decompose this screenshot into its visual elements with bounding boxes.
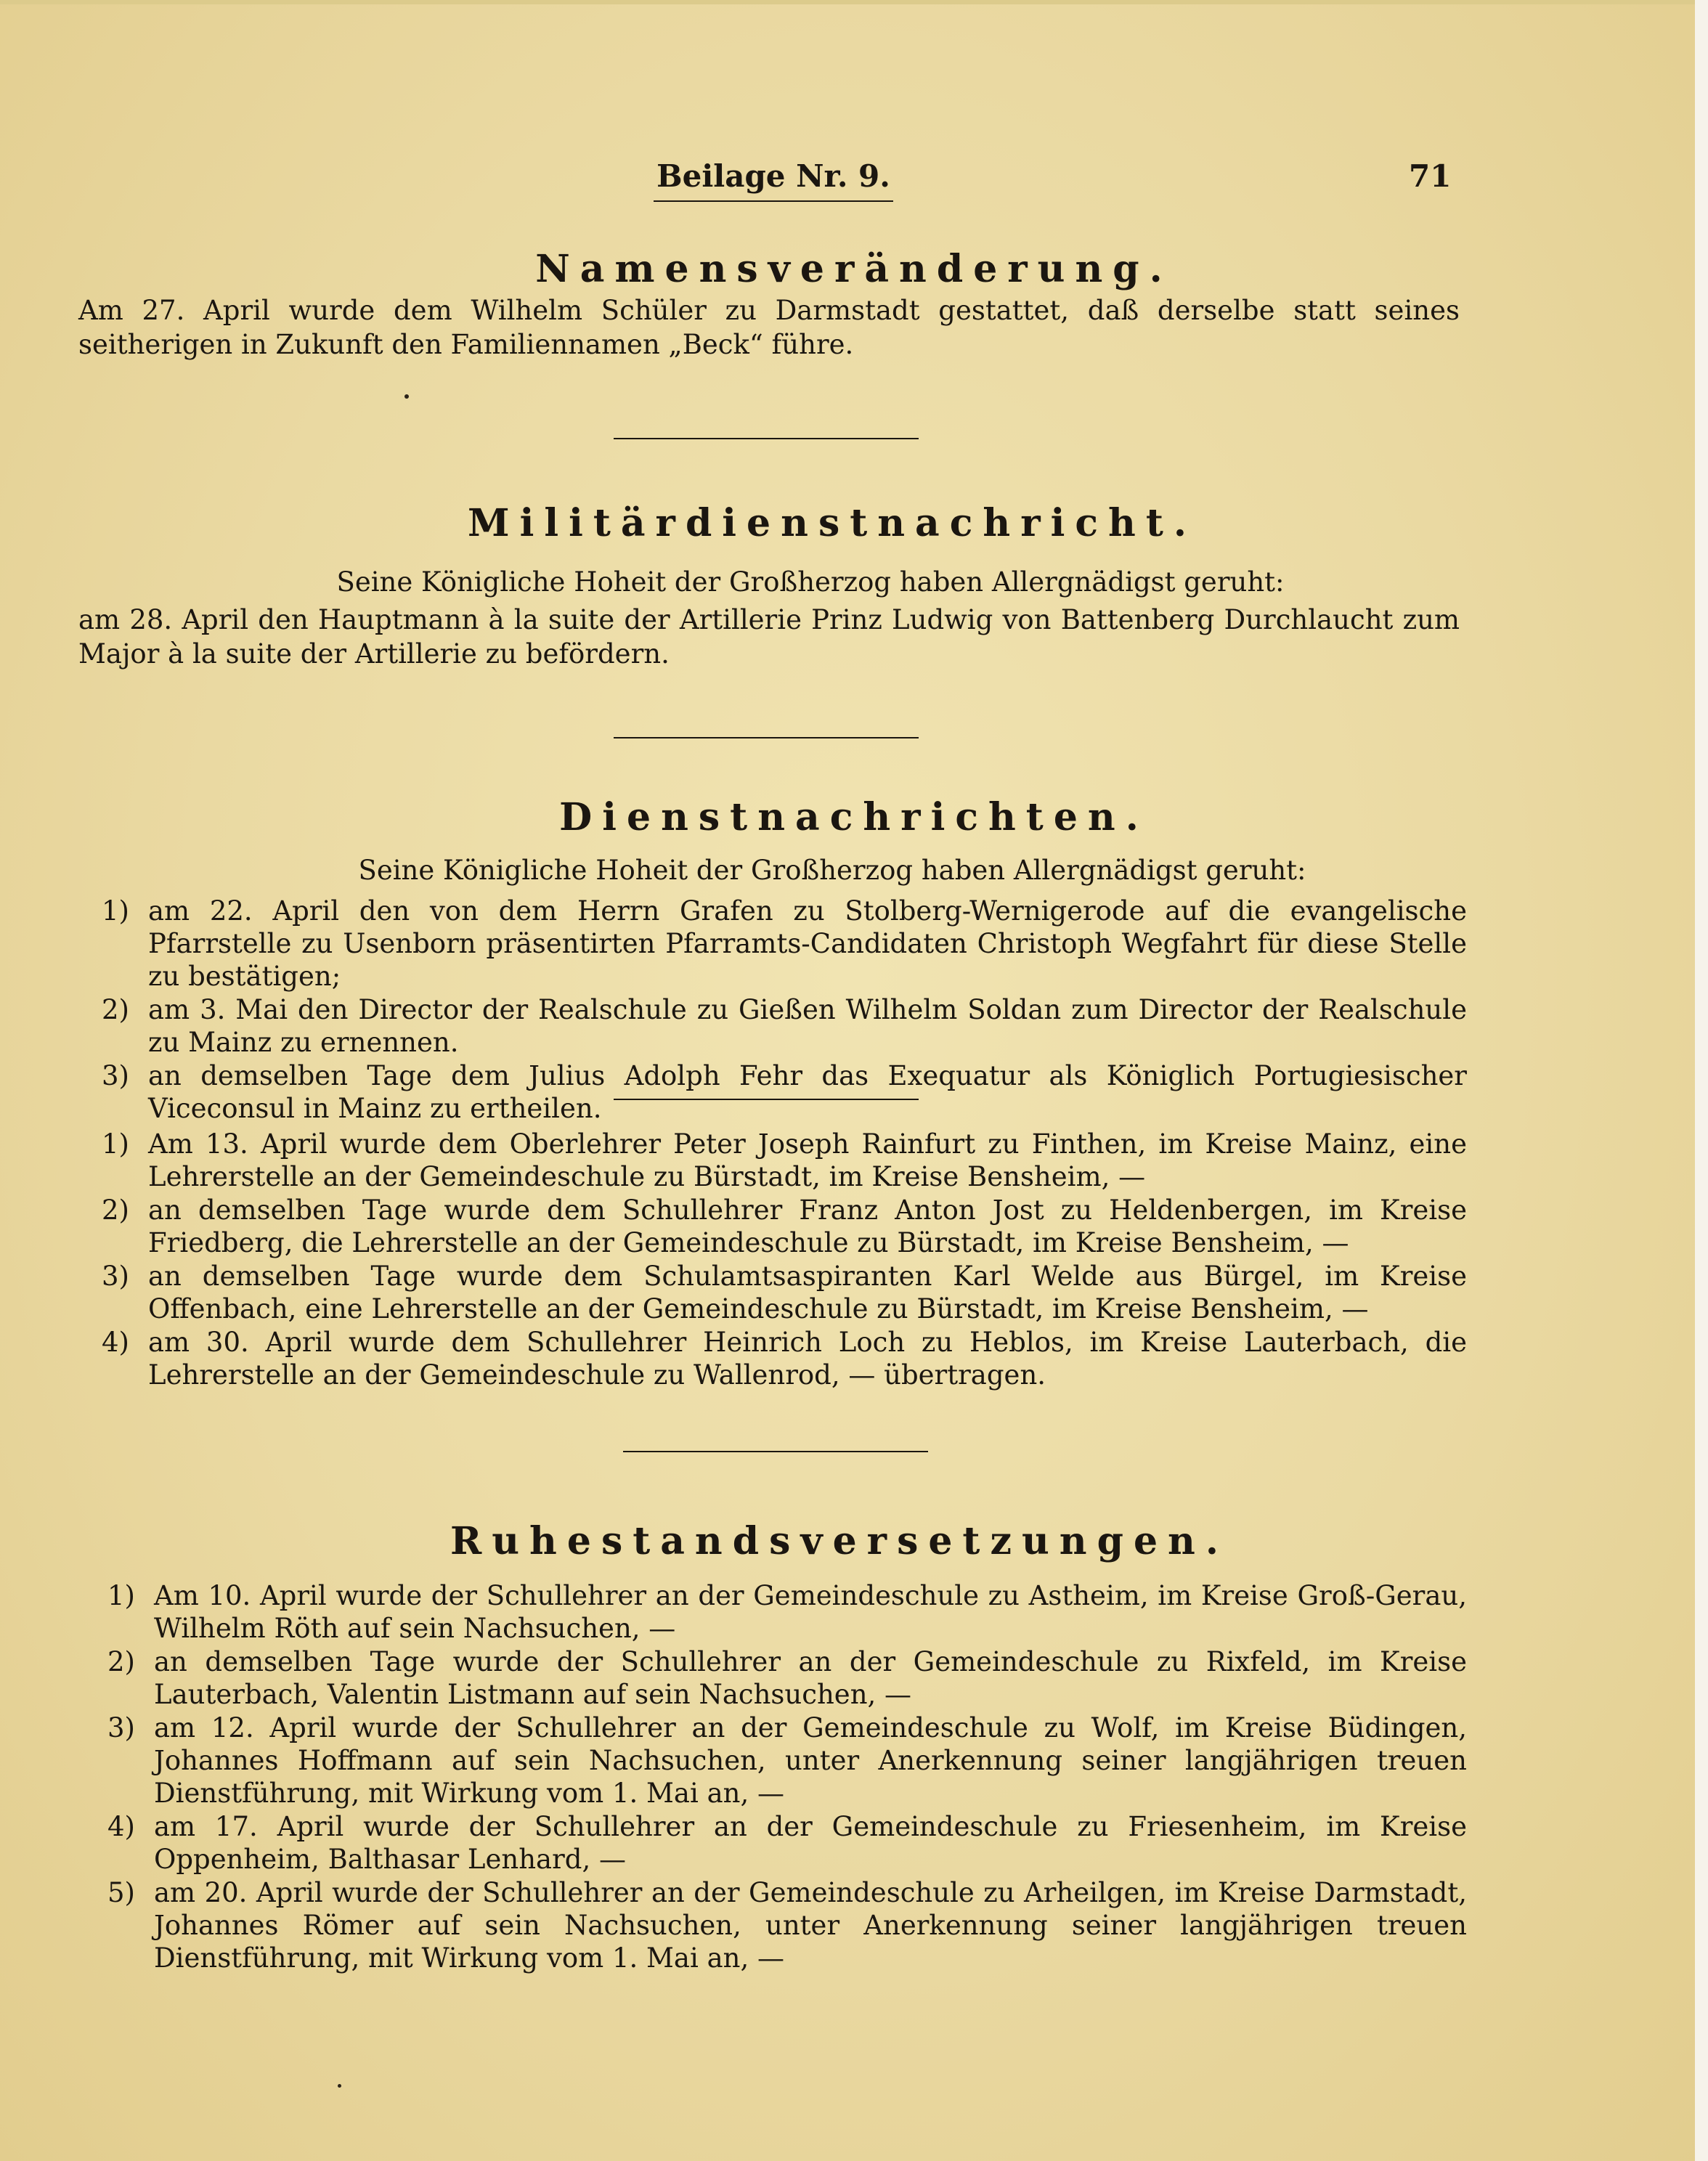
list-item bbox=[102, 1128, 1467, 1193]
list-item-text: am 12. April wurde der Schullehrer an der Gemeindeschule zu Wolf, im Kreise Büdingen, Johannes Hoffmann auf sein Nachsuchen, unter Anerkennung seiner langjährigen treuen Dienstführung, mit Wirkung vom 1. Mai an, — bbox=[154, 1712, 1467, 1809]
page-top-edge bbox=[0, 0, 1708, 4]
list-item-number: 2) bbox=[102, 994, 129, 1025]
list-item-text: Am 13. April wurde dem Oberlehrer Peter Joseph Rainfurt zu Finthen, im Kreise Mainz, eine Lehrerstelle an der Gemeindeschule zu Bürstadt, im Kreise Bensheim, — bbox=[148, 1128, 1467, 1192]
military-text: am 28. April den Hauptmann à la suite der Artillerie Prinz Ludwig von Battenberg Durchlaucht zum Major à la suite der Artillerie zu befördern. bbox=[78, 604, 1460, 670]
list-item-number: 5) bbox=[107, 1877, 135, 1908]
list-item-number: 3) bbox=[102, 1060, 129, 1091]
list-item bbox=[102, 993, 1467, 1059]
name-change-text: Am 27. April wurde dem Wilhelm Schüler zu Darmstadt gestattet, daß derselbe statt seines seitherigen in Zukunft den Familiennamen „Beck“ führe. bbox=[78, 295, 1460, 360]
list-item-number: 4) bbox=[102, 1327, 129, 1358]
teacher-appointments-list bbox=[102, 1128, 1467, 1392]
section-divider bbox=[614, 1099, 919, 1100]
list-item-text: am 20. April wurde der Schullehrer an der Gemeindeschule zu Arheilgen, im Kreise Darmstadt, Johannes Römer auf sein Nachsuchen, unter Anerkennung seiner langjährigen treuen Dienstführung, mit Wirkung vom 1. Mai an, — bbox=[154, 1877, 1467, 1974]
list-item-number: 3) bbox=[107, 1712, 135, 1743]
list-item-text: am 22. April den von dem Herrn Grafen zu Stolberg-Wernigerode auf die evangelische Pfarrstelle zu Usenborn präsentirten Pfarramts-Candidaten Christoph Wegfahrt für diese Stelle zu bestätigen; bbox=[148, 895, 1467, 992]
list-item-number: 2) bbox=[107, 1646, 135, 1677]
retirements-list bbox=[107, 1579, 1467, 1975]
service-intro: Seine Königliche Hoheit der Großherzog haben Allergnädigst geruht: bbox=[358, 855, 1306, 886]
list-item-number: 1) bbox=[102, 895, 129, 927]
name-change-heading: Namensveränderung. bbox=[535, 247, 1173, 291]
page-right-margin bbox=[1695, 0, 1708, 2161]
header-underline bbox=[654, 200, 893, 202]
list-item-text: an demselben Tage wurde dem Schulamtsaspiranten Karl Welde aus Bürgel, im Kreise Offenbach, eine Lehrerstelle an der Gemeindeschule zu Bürstadt, im Kreise Bensheim, — bbox=[148, 1261, 1467, 1324]
military-intro: Seine Königliche Hoheit der Großherzog haben Allergnädigst geruht: bbox=[336, 566, 1285, 598]
service-list bbox=[102, 895, 1467, 1126]
list-item-number: 2) bbox=[102, 1195, 129, 1226]
section-divider bbox=[614, 737, 919, 738]
list-item bbox=[107, 1810, 1467, 1876]
list-item-number: 1) bbox=[102, 1128, 129, 1160]
list-item-number: 4) bbox=[107, 1811, 135, 1842]
list-item bbox=[102, 895, 1467, 993]
list-item bbox=[102, 1059, 1467, 1125]
section-divider bbox=[623, 1451, 928, 1452]
page-number: 71 bbox=[1409, 158, 1452, 194]
ink-speck bbox=[404, 394, 409, 399]
list-item bbox=[102, 1194, 1467, 1259]
retirements-heading: Ruhestandsversetzungen. bbox=[450, 1519, 1229, 1563]
service-heading: Dienstnachrichten. bbox=[559, 795, 1149, 839]
list-item-number: 1) bbox=[107, 1580, 135, 1611]
list-item-text: an demselben Tage wurde der Schullehrer an der Gemeindeschule zu Rixfeld, im Kreise Lauterbach, Valentin Listmann auf sein Nachsuchen, — bbox=[154, 1646, 1467, 1710]
section-divider bbox=[614, 438, 919, 439]
list-item bbox=[107, 1645, 1467, 1711]
list-item bbox=[107, 1876, 1467, 1974]
list-item bbox=[102, 1260, 1467, 1325]
page-header-title: Beilage Nr. 9. bbox=[656, 158, 890, 194]
list-item-text: an demselben Tage dem Julius Adolph Fehr das Exequatur als Königlich Portugiesischer Viceconsul in Mainz zu ertheilen. bbox=[148, 1060, 1467, 1124]
list-item-text: am 30. April wurde dem Schullehrer Heinrich Loch zu Heblos, im Kreise Lauterbach, die Lehrerstelle an der Gemeindeschule zu Wallenrod, — übertragen. bbox=[148, 1327, 1467, 1391]
page-header bbox=[0, 158, 1708, 202]
list-item-number: 3) bbox=[102, 1261, 129, 1292]
list-item bbox=[107, 1712, 1467, 1810]
list-item-text: an demselben Tage wurde dem Schullehrer Franz Anton Jost zu Heldenbergen, im Kreise Friedberg, die Lehrerstelle an der Gemeindeschule zu Bürstadt, im Kreise Bensheim, — bbox=[148, 1195, 1467, 1258]
ink-speck bbox=[338, 2084, 341, 2088]
list-item bbox=[107, 1579, 1467, 1645]
list-item-text: Am 10. April wurde der Schullehrer an der Gemeindeschule zu Astheim, im Kreise Groß-Gerau, Wilhelm Röth auf sein Nachsuchen, — bbox=[154, 1580, 1467, 1644]
military-heading: Militärdienstnachricht. bbox=[468, 501, 1197, 545]
list-item-text: am 3. Mai den Director der Realschule zu Gießen Wilhelm Soldan zum Director der Realschule zu Mainz zu ernennen. bbox=[148, 994, 1467, 1058]
list-item bbox=[102, 1326, 1467, 1391]
list-item-text: am 17. April wurde der Schullehrer an der Gemeindeschule zu Friesenheim, im Kreise Oppenheim, Balthasar Lenhard, — bbox=[154, 1811, 1467, 1875]
